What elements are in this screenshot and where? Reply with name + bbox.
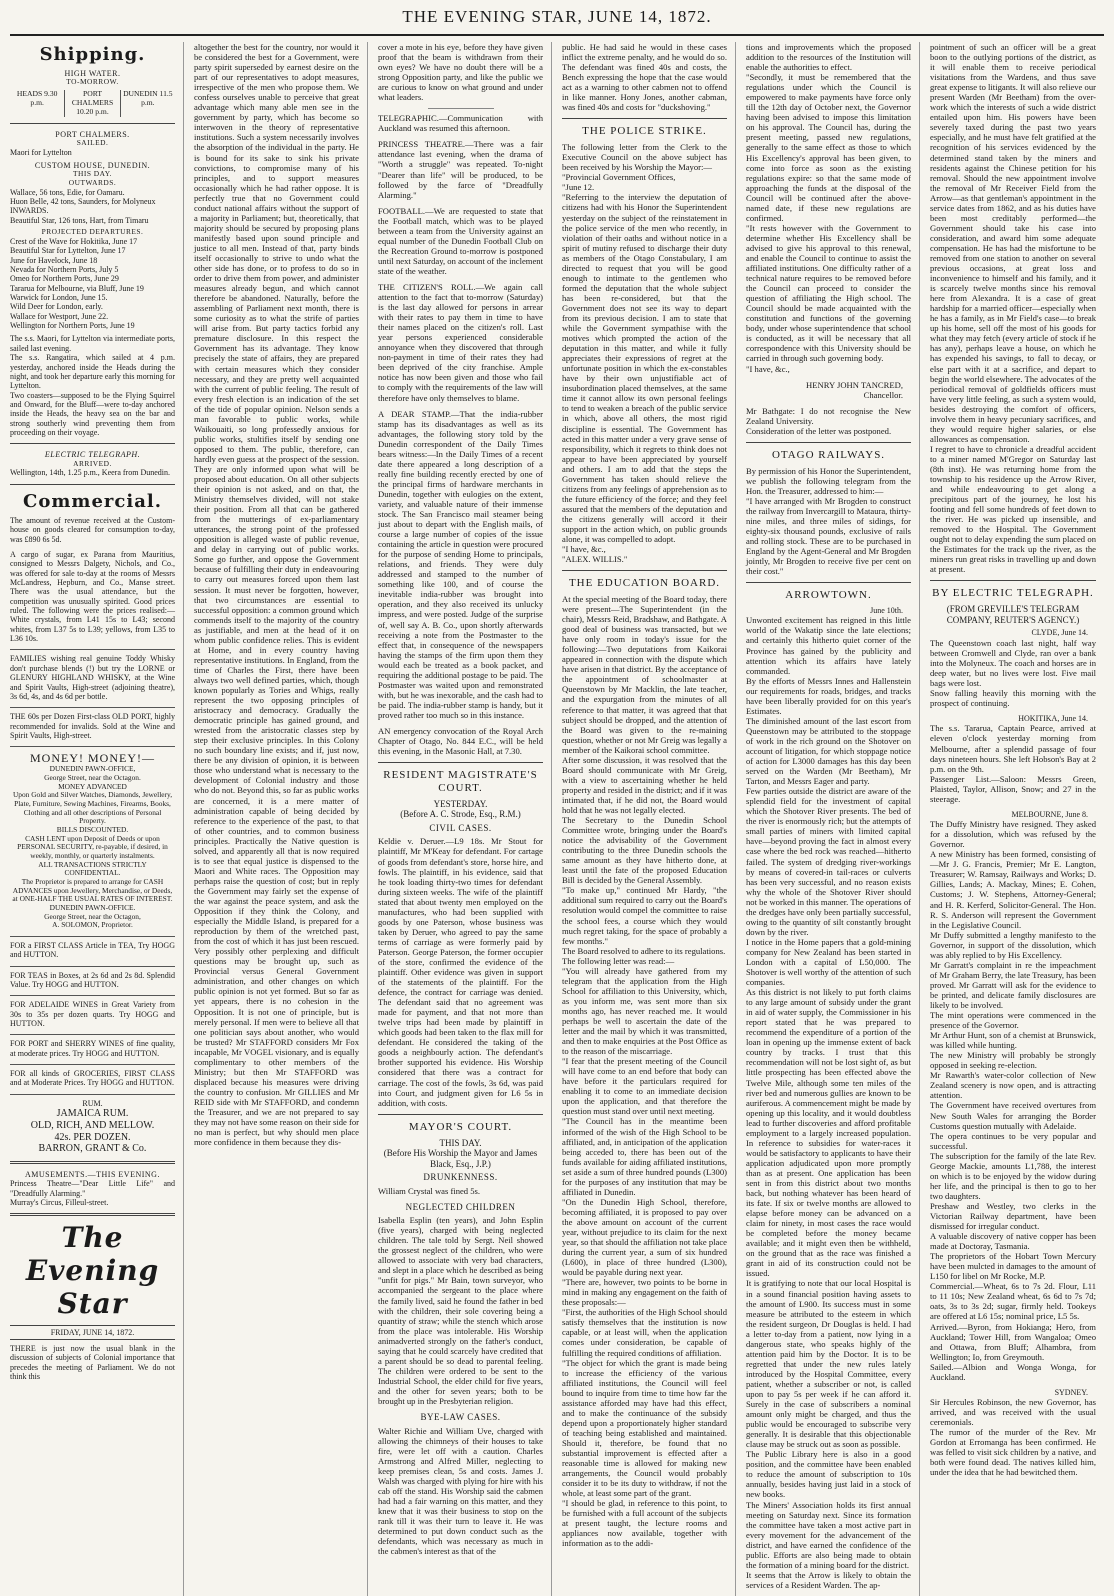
- civil-cases-label: CIVIL CASES.: [429, 822, 492, 833]
- amusements-title: AMUSEMENTS.—THIS EVENING.: [25, 1169, 160, 1179]
- drunkenness-label: DRUNKENNESS.: [423, 1172, 498, 1183]
- mayors-court-title: MAYOR'S COURT.: [408, 1120, 513, 1133]
- column-5: [746, 42, 920, 1596]
- convocation-paragraph: AN emergency convocation of the Royal Arch Chapter of Otago, No. 844 E.C., will be held this evening, in the Masonic Hall, at 7.30.: [378, 726, 543, 757]
- sailed-label: SAILED.: [76, 138, 109, 148]
- ad-money: [10, 746, 175, 930]
- masthead-title: THE EVENING STAR, JUNE 14, 1872.: [402, 7, 712, 26]
- drunkenness-text: William Crystal was fined 5s.: [378, 1185, 481, 1196]
- ad-port: THE 60s per Dozen First-class OLD PORT, highly recommended for invalids. Sold at the Wine and Spirit Vaults, High-street.: [10, 707, 175, 740]
- ad-hogg-5: FOR all kinds of GROCERIES, FIRST CLASS and at Moderate Prices. Try HOGG and HUTTON.: [10, 1064, 175, 1088]
- column-4: [562, 42, 736, 1596]
- ad-hogg-1: FOR a FIRST CLASS Article in TEA, Try HOGG and HUTTON.: [10, 936, 175, 960]
- column-1: [10, 42, 184, 1596]
- education-end: Mr Bathgate: I do not recognise the New Zealand University. Consideration of the letter was postponed.: [746, 405, 911, 436]
- football-paragraph: FOOTBALL.—We are requested to state that the Football match, which was to be played between a team from the University against an equal number of the Dunedin Football Club on the Recreation Ground to-morrow is postponed until next Saturday, on account of the inclement state of the weather.: [378, 205, 543, 276]
- arrowtown-date: June 10th.: [870, 606, 903, 616]
- projected-label: PROJECTED DEPARTURES.: [41, 227, 144, 237]
- sailed-text: Maori for Lyttelton: [10, 147, 72, 157]
- et-text: Wellington, 14th, 1.25 p.m., Keera from Dunedin.: [10, 468, 170, 478]
- hw-dunedin: DUNEDIN 11.5 p.m.: [120, 90, 175, 117]
- mayors-court-sub: THIS DAY. (Before His Worship the Mayor and James Black, Esq., J.P.): [383, 1137, 538, 1169]
- sydney-date: SYDNEY.: [1054, 1387, 1088, 1397]
- bylaw-label: BYE-LAW CASES.: [420, 1412, 501, 1423]
- high-water-title: HIGH WATER.: [64, 69, 121, 79]
- police-strike-title: THE POLICE STRIKE.: [582, 125, 707, 138]
- paper-date: FRIDAY, JUNE 14, 1872.: [10, 1325, 175, 1340]
- rum-title: RUM.: [82, 1098, 103, 1108]
- bylaw-text: Walter Richie and William Uve, charged with allowing the chimneys of their houses to take fire, were let off with a caution. Charles Armstrong and Alfred Miller, neglecting to keep premises clean, 5s and costs. James J. Walsh was charged with plying for hire with his cab off the stand. His Worship said the cabmen had had a fair warning on this matter, and they knew that it was their business to stop on the rank till it was their turn to leave it. He was determined to put down conduct such as the defendants, which was necessary as much in the cabmen's interest as that of the: [378, 1425, 543, 1557]
- ad-hogg-3: FOR ADELAIDE WINES in Great Variety from 30s to 35s per dozen quarts. Try HOGG and HUTTON.: [10, 995, 175, 1028]
- melbourne-text: The Duffy Ministry have resigned. They asked for a dissolution, which was refused by the Governor. A new Ministry has been formed, consisting of—Mr J. G. Francis, Premier; Mr E. Langton, Treasurer; W. Ramsay, Railways and Works; D. Gillies, Lands; A. Mackay, Mines; E. Cohen, Customs; J. W. Stephens, Attorney-General; and H. R. Kerferd, Solicitor-General. The Hon. R. S. Anderson will represent the Government in the Legislative Council. Mr Duffy submitted a lengthy manifesto to the Governor, in support of the dissolution, which was ably replied to by His Excellency. Mr Garratt's complaint in re the impeachment of Mr Graham Berry, the late Treasury, has been proved. Mr Garratt will ask for the evidence to be printed, and delicate family disclosures are likely to be involved. The mint operations were commenced in the presence of the Governor. Mr Arthur Hunt, son of a chemist at Brunswick, was killed while hunting. The new Ministry will probably be strongly opposed in seeking re-election. Mr Rawarth's water-color collection of New Zealand scenery is now open, and is attracting attention. The Government have received overtures from New South Wales for arranging the Border Customs question mutually with Adelaide. The opera continues to be very popular and successful. The subscription for the family of the late Rev. George Mackie, amounts L1,788, the interest on which is to be enjoyed by the widow during her life, and the principal is then to go to her two daughters. Preshaw and Westley, two clerks in the Victorian Railway department, have been dismissed for irregular conduct. A valuable discovery of native copper has been made at Doctoray, Tasmania. The proprietors of the Hobart Town Mercury have been mulcted in damages to the amount of L150 for libel on Mr Rocke, M.P. Commercial.—Wheat, 6s to 7s 2d. Flour, L11 to 11 10s; New Zealand wheat, 6s 6d to 7s 7d; oats, 3s to 3s 2d; sugar, firmly held. Tookeys are offered at L6 15s; nominal price, L5 5s. Arrived.—Byron, from Hokianga; Hero, from Auckland; Tower Hill, from Wangaloa; Omeo and Ottawa, from Bluff; Alhambra, from Wellington; Io, from Greymouth. Sailed.—Albion and Wonga Wonga, for Auckland.: [930, 819, 1096, 1382]
- hw-heads: HEADS 9.30 p.m.: [16, 89, 58, 107]
- melbourne-date: MELBOURNE, June 8.: [1011, 809, 1088, 819]
- rm-court-title: RESIDENT MAGISTRATE'S COURT.: [383, 769, 538, 794]
- otago-railways-text: By permission of his Honor the Superintendent, we publish the following telegram from the Hon. the Treasurer, addressed to him:— "I have arranged with Mr Brogden to construct the railway from Invercargill to Mataura, thirty-nine miles, and three miles of sidings, for eighty-six thousand pounds, exclusive of rails and rolling stock. These are to be purchased in England by the Agent-General and Mr Brogden jointly, Mr Brogden to receive five per cent on their cost.": [746, 465, 911, 577]
- ad-hogg-2: FOR TEAS in Boxes, at 2s 6d and 2s 8d. Splendid Value. Try HOGG and HUTTON.: [10, 966, 175, 990]
- paper-title: The Evening Star: [25, 1221, 160, 1320]
- rum-text: JAMAICA RUM. OLD, RICH, AND MELLOW. 42s. PER DOZEN. BARRON, GRANT & Co.: [30, 1108, 155, 1155]
- ad-hogg-4: FOR PORT and SHERRY WINES of fine quality, at moderate prices. Try HOGG and HUTTON.: [10, 1034, 175, 1058]
- neglected-label: NEGLECTED CHILDREN: [405, 1201, 516, 1212]
- high-water-sub: TO-MORROW.: [66, 77, 119, 87]
- sydney-text: Sir Hercules Robinson, the new Governor, has arrived, and was received with the usual ceremonials. The rumor of the murder of the Rev. Mr Gordon at Erromanga has been confirmed. He was felled to visit sick children by a native, and both were found dead. The natives killed him, under the idea that he had bewitched them.: [930, 1397, 1096, 1478]
- police-strike-text: The following letter from the Clerk to the Executive Council on the above subject has been received by his Worship the Mayor:— "Provincial Government Offices, "June 12. "Referring to the interview the deputation of citizens had with his Honor the Superintendent yesterday on the subject of the reinstatement in the police service of the men who recently, in violation of their oaths and without notice in a spirit of mutiny refused to discharge their duty as members of the Otago Constabulary, I am directed to request that you will be good enough to intimate to the gentlemen who formed the deputation that the whole subject has been re-considered, but that the Government does not see its way to depart from its previous decision. I am to state that while the Government sympathise with the motives which prompted the action of the deputation in this matter, and while it fully appreciates their expressions of regret at the unfortunate position in which the ex-constables have by their own unjustifiable act of insubordination placed themselves, at the same time it cannot allow its own personal feelings to tend to weaken a breach of the public service in which, above all others, the most rigid discipline is essential. The Government has acted in this matter under a very grave sense of responsibility, which it regrets to think does not appear to have been appreciated by yourself and others. I am to add that the steps the Government has taken should relieve the citizens from any feelings of apprehension as to the future efficiency of the force; and they feel assured that the members of the deputation and the citizens generally will accord it their support in the action which, on public grounds alone, it was compelled to adopt. "I have, &c., "ALEX. WILLIS.": [562, 142, 727, 565]
- columns: [10, 42, 1104, 1590]
- dear-stamp-paragraph: A DEAR STAMP.—That the india-rubber stamp has its disadvantages as well as its advantages, the following story told by the Dunedin correspondent of the Daily Times bears witness:—In the Daily Times of a recent date there appeared a long description of a really fine building recently erected by one of the principal firms of hardware merchants in Dunedin, together with eulogies on the extent, variety, and valuable nature of their immense stock. The San Francisco mail steamer being just about to depart with the English mails, of course a large number of copies of the issue containing the article in question were procured for the purpose of sending Home to principals, relations, and friends. They were duly addressed and stamped to the number of something like 100, and of course the inevitable india-rubber was brought into operation, and they also received its unlucky impress, and were posted. Judge of the surprise of, well say A. B. Co., upon shortly afterwards receiving a note from the Postmaster to the effect that, in consequence of the newspapers having the stamps of the firm upon them they would each be treated as a book packet, and requiring the additional postage to be paid. The Postmaster was waited upon and remonstrated with, but he was inexorable, and the cash had to be paid. The india-rubber stamp is handy, but it proved rather too much so in this instance.: [378, 408, 543, 720]
- money-text: DUNEDIN PAWN-OFFICE, George Street, near the Octagon. MONEY ADVANCED Upon Gold and Silver Watches, Diamonds, Jewellery, Plate, Furniture, Sewing Machines, Firearms, Books, Clothing and all other descriptions of Personal Property. BILLS DISCOUNTED. CASH LENT upon Deposit of Deeds or upon PERSONAL SECURITY, re-payable, if desired, in weekly, monthly, or quarterly instalments. ALL TRANSACTIONS STRICTLY CONFIDENTIAL. The Proprietor is prepared to arrange for CASH ADVANCES upon Jewellery, Merchandise, or Deeds, at ONE-HALF THE USUAL RATES OF INTEREST. DUNEDIN PAWN-OFFICE. George Street, near the Octagon, A. SOLOMON, Proprietor.: [12, 764, 173, 930]
- electric-telegraph-title: ELECTRIC TELEGRAPH.: [44, 450, 141, 460]
- shipping-heading: Shipping.: [39, 44, 146, 65]
- money-title: MONEY! MONEY!—: [30, 751, 155, 766]
- hw-port-chalmers: PORT CHALMERS 10.20 p.m.: [64, 90, 119, 117]
- ad-families: FAMILIES wishing real genuine Toddy Whisky don't purchase blends (!) but try the LORNE or GLENURY HIGHLAND WHISKY, at the Wine and Spirit Vaults, High-street (adjoining theatre), 3s 6d, 4s, and 4s 6d per bottle.: [10, 649, 175, 701]
- amusements-text: Princess Theatre—"Dear Little Life" and "Dreadfully Alarming." Murray's Circus, Filleul-street.: [10, 1179, 175, 1207]
- column-3: [378, 42, 552, 1596]
- hokitika-text: The s.s. Tararua, Captain Pearce, arrived at eleven o'clock yesterday morning from Melbourne, after a splendid passage of four days nineteen hours. She left Hobson's Bay at 2 p.m. on the 9th. Passenger List.—Saloon: Messrs Green, Plaisted, Taylor, Allison, Snow; and 27 in the steerage.: [930, 723, 1096, 804]
- column-6: [930, 42, 1104, 1596]
- port-chalmers-title: PORT CHALMERS.: [55, 129, 130, 139]
- commercial-text-2: A cargo of sugar, ex Parana from Mauritius, consigned to Messrs Dalgety, Nichols, and Co., was offered for sale to-day at the rooms of Messrs McLandress, Hepburn, and Co., Manse street. There was the usual attendance, but the competition was unusually spirited. Good prices ruled. The following were the prices realised:—White crystals, from L41 15s to L43; second whites, from L37 5s to L39; yellows, from L35 to L36 10s.: [10, 549, 175, 644]
- by-electric-telegraph-sub: (FROM GREVILLE'S TELEGRAM COMPANY, REUTER'S AGENCY.): [946, 604, 1080, 625]
- hokitika-date: HOKITIKA, June 14.: [1018, 714, 1088, 724]
- high-water-table: [10, 90, 175, 117]
- commercial-text: The amount of revenue received at the Custom-house on goods cleared for consumption to-day, was £890 6s 5d.: [10, 515, 175, 544]
- education-board-text: At the special meeting of the Board today, there were present—The Superintendent (in the chair), Messrs Reid, Bradshaw, and Bathgate. A good deal of business was transacted, but we have only room in today's issue for the following:—Two deputations from Kaikorai appeared in connection with the dispute which have arisen in that district. By the acceptance of the appointment of schoolmaster at Queenstown by Mr Macklin, the late teacher, and the expurgation from the minutes of all reference to that matter, it was agreed that that subject should be dropped, and the attention of the Board was given to the re-maining question, whether or not Mr Greig was legally a member of the Kaikorai school committee. After some discussion, it was resolved that the Board should communicate with Mr Greig, with a view to ascertaining whether he held property and resided in the district; and if it was intimated that, if he did not, the Board would hold that he was not legally elected. The Secretary to the Dunedin School Committee wrote, bringing under the Board's notice the advisability of the Government contributing to the three Dunedin schools the same amount as they have hitherto done, at least until the fate of the proposed Education Bill is decided by the General Assembly. "To make up," continued Mr Hardy, "the additional sum required to carry out the Board's resolution would compel the committee to raise the school fees, a course which they would much regret taking, for the space of probably a few months." The Board resolved to adhere to its regulations. The following letter was read:— "You will already have gathered from my telegram that the application from the High School for affiliation to this University, which, as you inform me, was sent more than six months ago, has never reached me. It would perhaps be well to ascertain the date of the letter and the mail by which it was transmitted, and then to make enquiries at the Post Office as to the reason of the miscarriage. "I fear that the present meeting of the Council will have come to an end before that body can have before it the particulars required for enabling it to come to an immediate decision upon the application, and that therefore the question must stand over until next meeting. "The Council has in the meantime been informed of the wish of the High School to be affiliated, and, in anticipation of the application being acceded to, there has been out of the funds available for aiding affiliated institutions, set aside a sum of three hundred pounds (L300) for the purposes of any institution that may be affiliated in Dunedin. "On the Dunedin High School, therefore, becoming affiliated, it is proposed to pay over the above amount on account of the current year, without prejudice to its claim for the next year, so that should the affiliation not take place during the current year, a sum of six hundred (L600), in place of three hundred (L300), would be payable during next year. "There are, however, two points to be borne in mind in making any engagement on the faith of these proposals:— "First, the authorities of the High School should satisfy themselves that the institution is now capable, or at least will, when the application comes under consideration, be capable of fulfilling the required conditions of affiliation. "The object for which the grant is made being to increase the efficiency of the various affiliated institutions, the Council will feel bound to inquire from time to time how far the assistance afforded may have had this effect, and to make the continuance of the subsidy depend upon a proportionately higher standard of teaching being established and maintained. Should it, therefore, be found that no substantial improvement is effected after a reasonable time is allowed for making new arrangements, the Council would probably consider it to be its duty to withdraw, if not the whole, at least some part of the grant. "I should be glad, in reference to this point, to be furnished with a full account of the subjects at present taught, the lecture rooms and appliances now available, together with information as to the addi-: [562, 594, 727, 1549]
- clyde-text: The Queenstown coach last night, half way between Cromwell and Clyde, ran over a bank into the Molyneux. The coach and horses are in deep water, but no lives were lost. Five mail bags were lost. Snow falling heavily this morning with the prospect of continuing.: [930, 637, 1096, 709]
- et-arrived-label: ARRIVED.: [73, 458, 112, 468]
- leader-continued: altogether the best for the country, nor would it be considered the best for a Government, were party spirit superseded by earnest desire on the part of our representatives to adopt measures, irrespective of the men who propose them. We confess ourselves unable to perceive that great advantage which many able men see in the government by party, which has become so interwoven in the theory of representative institutions. Such a system necessarily involves the absorption of the individual in the party. He is bound for its sake to sink his private convictions, to compromise many of his principles, and to support measures occasionally which he had rather oppose. It is perfectly true that no Government could conduct national affairs without the support of a majority in Parliament; but, theoretically, that majority should be secured by proposing plans manifestly based upon sound principle and justice to all men. Instead of that, party binds itself occasionally to strive to undo what the other side has done, or to profess to do so in order to drive them from power, and administer measures already begun, and which cannot therefore be abandoned. Naturally, before the assembling of Parliament next month, there is some curiosity as to what the strife of parties will arise from. But party tactics forbid any premature disclosure. In this respect the Government has its advantage. They know precisely the state of affairs, they are prepared with certain measures which they consider necessary, and they are pretty well acquainted with the current of public feeling. The result of every fresh election is an indication of the set of the tide of popular opinion. Nelson sends a man favorable to public works, while Waikouaiti, so long professedly anxious for public works, stultifies itself by sending one opposed to them. The public, therefore, can hardly even guess at the prospect of the session. They are only informed upon what will be proposed about education. On all other subjects their opinion is not asked, and on that, the Ministry themselves divided, will not stake their position. From all that can be gathered from the mutterings of ex-parliamentary utterances, the strong point of the professed opposition is alleged waste of public revenue, and delay in carrying out of public works. Some go further, and oppose the Government because of fulfilling their duty in endeavouring to carry out measures forced upon them last session. It must never be forgotten, however, that two circumstances are essential to successful opposition: a common ground which commends itself to the majority of the country as justifiable, and men at the head of it on whom public confidence relies. This is evident at Home, and in every country having representative institutions. In England, from the time of Charles the First, there have been always two well defined parties, which, though known popularly as Tories and Whigs, really represent the two opposing principles of aristocracy and democracy. Gradually the democratic principle has gained ground, and wrested from the aristocratic classes step by step their exclusive principles. In this Colony no such boundary line exists; and if, just now, there be any division of opinion, it is between those who understand what is necessary to the development of Colonial industry and those who do not. Beyond this, so far as public works are concerned, it is a mere matter of administration capable of being decided by reference to the experience of the past, to that of other countries, and to common business principles. Practically the Native question is solved, and apparently all that is now required is to see that equal justice is dispensed to the Maori and White races. The Opposition may perhaps raise the question of cost; but in reply the Government may fairly set the expense of the war against the peace system, and ask the Opposition if they think the Colony, and especially the Middle Island, is prepared for a reproduction by them of the wretched past, from the cost of which it has just been rescued. Very possibly other perplexing and difficult questions may be brought up, such as Provincial versus General Government administration, and other changes on which public opinion is not yet formed. But so far as yet appears, there is no cohesion in the Opposition. It is not one of principle, but is merely personal. If men were to believe all that one politician says about another, who would be trusted? Mr STAFFORD considers Mr Fox incapable, Mr VOGEL visionary, and is equally complimentary to other members of the Ministry; but then Mr STAFFORD was displaced because his measures were driving the country to confusion. Mr GILLIES and Mr REID side with Mr STAFFORD, and condemn the Treasurer, and we are not prepared to say they may not have some reason on their side for no man is perfect, but why should men place more confidence in them because they dis-: [194, 42, 359, 1148]
- education-continued: tions and improvements which the proposed addition to the resources of the Institution will enable the authorities to effect. "Secondly, it must be remembered that the regulations under which the Council is empowered to make payments have force only till the 12th day of October next, the Governor having been advised to impose this limitation on his approval. The Council has, during the present meeting, passed new regulations, generally to the same effect as those to which His Excellency's approval has been given, to come into force as soon as the existing regulations expire: so that the same mode of approaching the funds at the disposal of the Council will be continued after the above-named date, if these new regulations are confirmed. "It rests however with the Government to determine whether His Excellency shall be advised to give his approval to this renewal, and enable the Council to continue to assist the affiliated institutions. One difficulty rather of a technical nature requires to be removed before the Council can proceed to consider the question of affiliating the High school. The Council should be made acquainted with the constitution and functions of the governing body, under whose superintendence that school is conducted, as it will be necessary that all correspondence with this University should be carried in through such governing body. "I have, &c.,: [746, 42, 911, 374]
- column-2: [194, 42, 368, 1596]
- bylaw-continued: public. He had said he would in these cases inflict the extreme penalty, and he would do so. The defendant was fined 40s and costs, the Bench expressing the hope that the case would act as a warning to other cabmen not to offend in like manner. Hony Jones, another cabman, was fined 40s and costs for "duckshoving.": [562, 42, 727, 113]
- commercial-heading: Commercial.: [23, 490, 162, 512]
- princess-theatre-paragraph: PRINCESS THEATRE.—There was a fair attendance last evening, when the drama of "Worth a struggle" was repeated. To-night "Dearer than life" will be produced, to be followed by the farce of "Dreadfully Alarming.": [378, 139, 543, 200]
- clyde-date: CLYDE, June 14.: [1031, 628, 1088, 638]
- outwards-text: Wallace, 56 tons, Edie, for Oamaru. Huon Belle, 42 tons, Saunders, for Molyneux INWARDS. Beautiful Star, 126 tons, Hart, from Timaru: [10, 187, 156, 225]
- chancellor-signature: HENRY JOHN TANCRED, Chancellor.: [806, 379, 903, 400]
- telegraphic-paragraph: TELEGRAPHIC.—Communication with Auckland was resumed this afternoon.: [378, 113, 543, 134]
- rm-court-text: Keldie v. Deruer.—L9 18s. Mr Stout for plaintiff, Mr M'Keay for defendant. For cartage of goods from defendant's store, horse hire, and fowls. The plaintiff, in his evidence, said that he took loading thirty-two times for defendant during sixteen weeks. The wife of the plaintiff stated that about twenty men employed on the manufactures, who had been supplied with goods by one Paterson, whose business was taken by Deruer, who agreed to pay the same terms of carriage as were formerly paid by Paterson. George Paterson, the former occupier of the store, confirmed the evidence of the plaintiff. Other evidence was given in support of the statements of the plaintiff. For the defence, the contract for carriage was denied. The defendant said that no agreement was made for payment, and that not more than twelve trips had been made by plaintiff in which goods had been taken to the flax mill for defendant. He considered the taking of the goods a neighbourly action. The defendant's brother supported his evidence. His Worship considered that there was a contract for carriage. The cost of the fowls, 3s 6d, was paid into Court, and judgment given for L6 5s in addition, with costs.: [378, 836, 543, 1108]
- outwards-label: OUTWARDS.: [68, 178, 117, 188]
- otago-railways-title: OTAGO RAILWAYS.: [771, 448, 886, 461]
- arrowtown-title: ARROWTOWN.: [785, 589, 872, 602]
- custom-house-sub: THIS DAY.: [73, 169, 112, 179]
- leader-start: THERE is just now the usual blank in the discussion of subjects of Colonial importance that precedes the meeting of Parliament. We do not think this: [10, 1343, 175, 1382]
- shipping-news: The s.s. Maori, for Lyttelton via intermediate ports, sailed last evening. The s.s. Rangatira, which sailed at 4 p.m. yesterday, anchored inside the Heads during the night, and took her departure early this morning for Lyttelton. Two coasters—supposed to be the Flying Squirrel and Onward, for the Bluff—were to-day anchored inside the Heads, the heavy sea on the bar and strong southerly wind preventing them from proceeding on their voyage.: [10, 334, 175, 438]
- arrowtown-text: Unwonted excitement has reigned in this little world of the Wakatip since the late elections; and certainly this hitherto quiet corner of the Province has gained by the publicity and attention which its affairs have lately commanded. By the efforts of Messrs Innes and Hallenstein our requirements for roads, bridges, and tracks have been liberally provided for on this year's Estimates. The diminished amount of the last escort from Queenstown may be attributed to the stoppage of work in the rich ground on the Shotover on account of litigation, for which stoppage notice of action for L3000 damages has this day been served on the Warden (Mr Beetham), Mr Tarton, and Messrs Eager and party. Few parties outside the district are aware of the splendid field for the investment of capital which the Shotover River presents. The bed of the river is enormously rich; but the attempts of small parties of miners with limited capital have—beyond proving the fact in almost every case where the bed rock was reached—hitherto failed. The system of dredging river-workings by means of covered-in tail-races or culverts has been very successful, and no reason exists why the whole of the Shotover River should not be worked in this manner. The operations of the dredges have only been partially successful, owing to the quantity of silt constantly brought down by the river. I notice in the Home papers that a gold-mining company for New Zealand has been started in London with a capital of L50,000. The Shotover is well worthy of the attention of such companies. As this district is not likely to put forth claims to any large amount of subsidy under the grant in aid of water supply, the Commissioner in his report stated that he was prepared to recommend the expenditure of a portion of the loan in opening up the immense extent of back country by tracks. I trust that this recommendation will not be lost sight of, as but little prospecting has been effected above the Twelve Mile, although some ten miles of the river bed and numerous gullies are known to be auriferous. A commencement might be made by opening up this locality, and it would doubtless lead to further discoveries and afford profitable employment to a largely increased population. In reference to subsidies for water-races it would be satisfactory to applicants to have their application adjudicated upon more promptly than as at present. One application has been sent in from this district about two months back, but nothing whatever has been heard of its fate. If six or twelve months are allowed to elapse before money can be advanced on a claim for ninety, in most cases the race would be completed before the money became available; and it might even then be withheld, on the ground that as the race was finished a grant in aid of its construction could not be issued. It is gratifying to note that our local Hospital is in a sound financial position having assets to the amount of L900. Its success must in some measure be attributed to the esteem in which the resident surgeon, Dr Douglas is held. I had a letter to-day from a patient, now lying in a dangerous state, who speaks highly of the attention paid him by the Doctor. It is to be regretted that under the new rules lately introduced by the Hospital Committee, every patient, whether a subscriber or not, is called upon to pay 5s per week if he can afford it. Surely in the case of subscribers a nominal amount only might be charged, and thus the public would be encouraged to subscribe very generally. It is desirable that this objectionable clause may be struck out as soon as possible. The Public Library here is also in a good position, and the committee have been enabled to reduce the amount of subscription to 10s annually, besides having just laid in a stock of new books. The Miners' Association holds its first annual meeting on Saturday next. Since its formation the committee have taken a most active part in every movement for the advancement of the district, and have earned the confidence of the public. Efforts are also being made to obtain the formation of a mining board for the district. It seems that the Arrow is likely to obtain the services of a Resident Warden. The ap-: [746, 615, 911, 1590]
- projected-text: Crest of the Wave for Hokitika, June 17 Beautiful Star for Lyttelton, June 17 June for Havelock, June 18 Nevada for Northern Ports, July 5 Omeo for Northern Ports, June 29 Tararua for Melbourne, via Bluff, June 19 Warwick for London, June 15. Wild Deer for London, early. Wallace for Westport, June 22. Wellington for Northern Ports, June 19: [10, 236, 144, 331]
- by-electric-telegraph-title: BY ELECTRIC TELEGRAPH.: [932, 587, 1094, 600]
- neglected-text: Isabella Esplin (ten years), and John Esplin (five years), charged with being neglected children. The tale told by Sergt. Neil showed the grossest neglect of the children, who were allowed to associate with very bad characters, and slept in a place which he described as being "unfit for pigs." Mr Bain, town surveyor, who accompanied the sergeant to the place where the family lived, said he found the father in bed with the children, their sole covering being a quantity of straw; while the stench which arose from the place was intolerable. His Worship animadverted strongly on the father's conduct, saying that he could scarcely have credited that a parent should be so dead to parental feeling. The children were ordered to be sent to the Industrial School, the elder child for five years, and the other for seven years; both to be brought up in the Presbyterian religion.: [378, 1215, 543, 1406]
- ad-rum: [10, 1094, 175, 1155]
- rm-court-sub: YESTERDAY. (Before A. C. Strode, Esq., R.M.): [400, 798, 521, 820]
- arrowtown-continued: pointment of such an officer will be a great boon to the outlying portions of the district, as it will enable them to receive periodical visitations from the Wardens, and thus save great expense to litigants. It will also relieve our present Warden (Mr Beetham) from the over-work which the interests of such a wide district entailed upon him. His powers have been severely taxed during the past two years especially, and he must have felt gratified at the recognition of his services evidenced by the determined stand taken by the miners and residents against the Chinese petition for his removal. Should the new appointment involve the removal of Mr Receiver Field from the Arrow—as that gentleman's appointment in the service dates from 1862, and as his duties have been most creditably performed—the Government should take his case into consideration, and award him some adequate compensation. He has had the misfortune to be removed from one station to another on several previous occasions, at great loss and inconvenience to himself and his family, and it is scarcely twelve months since his removal here from Alexandra. It is a case of great hardship for a married officer—especially when he has a family, as in Mr Field's case—to break up his home, sell off the most of his goods for what they may fetch (every article of stock if he has any), perhaps leave a house, on which he has expended his savings, to fall to decay, or else part with it at a sacrifice, and depart to begin the world elsewhere. The advocates of the periodical removal of goldfields officers must have very little feeling, as such a system would, besides destroying the comfort of officers, involve them in heavy pecuniary sacrifices, and they would require higher salaries, or else allowances as compensation. I regret to have to chronicle a dreadful accident to a miner named M'Gregor on Saturday last (8th inst). He was returning home from the township to his residence up the Arrow River, and while endeavouring to get along a precipitous part of the journey, he lost his footing and fell some hundreds of feet down to the river. He was picked up insensible, and removed to the Hospital. The Government ought not to delay expending the sum placed on the Estimates for the track up the river, as the miners run great risks in travelling up and down at present.: [930, 42, 1096, 575]
- education-board-title: THE EDUCATION BOARD.: [568, 577, 721, 590]
- page-masthead: [10, 0, 1104, 36]
- citizens-roll-paragraph: THE CITIZEN'S ROLL.—We again call attention to the fact that to-morrow (Saturday) is the last day allowed for persons in arrear with their rates to pay them in time to have their names placed on the citizen's roll. Last year persons experienced considerable annoyance when they discovered that through non-payment in time of their rates they had been deprived of the city franchise. Ample notice has now been given and those who fail to comply with the requirements of the law will therefore have only themselves to blame.: [378, 281, 543, 403]
- leader-end: cover a mote in his eye, before they have given proof that the beam is withdrawn from their own eyes? We have no doubt there will be a strong Opposition party, and like the public we are curious to know on what ground and under what leaders.: [378, 42, 543, 103]
- custom-house-title: CUSTOM HOUSE, DUNEDIN.: [34, 161, 151, 171]
